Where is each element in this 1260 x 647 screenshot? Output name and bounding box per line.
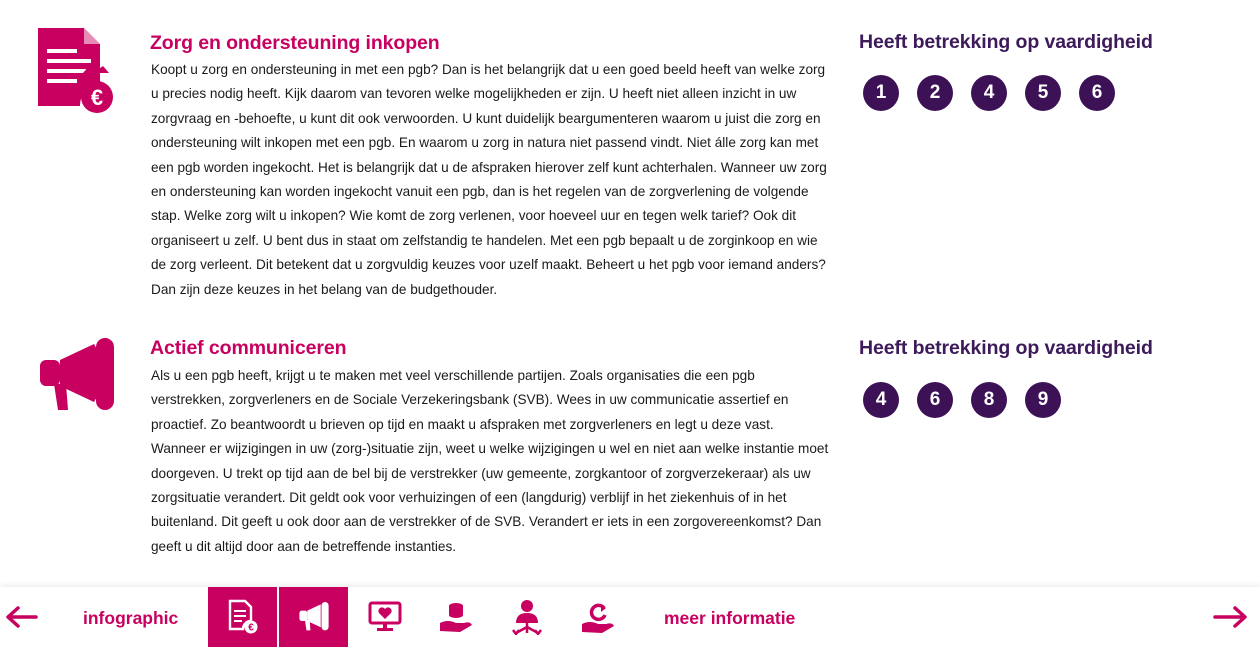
skills-list xyxy=(863,382,1061,418)
skill-badge-8[interactable]: 8 xyxy=(971,382,1007,418)
tab-hand-refresh[interactable] xyxy=(563,587,632,647)
section-body: Koopt u zorg en ondersteuning in met een pgb? Dan is het belangrijk dat u een goed beeld heeft van welke zorg u precies nodig heeft. Kijk daarom van tevoren welke mogelijkheden er zijn. U heeft niet alleen inzicht in uw zorgvraag en -behoefte, u kunt dit ook verwoorden. U kunt duidelijk beargumenteren waarom u juist die zorg en ondersteuning wilt inkopen met een pgb. En waarom u zorg in natura niet passend vindt. Niet álle zorg kan met een pgb worden ingekocht. Het is belangrijk dat u de afspraken hierover zelf kunt achterhalen. Wanneer uw zorg en ondersteuning kan worden ingekocht vanuit een pgb, dan is het regelen van de zorgverlening de volgende stap. Welke zorg wilt u inkopen? Wie komt de zorg verlenen, voor hoeveel uur en tegen welk tarief? Ook dit organiseert u zelf. U bent dus in staat om zelfstandig te handelen. Met een pgb bepaalt u de zorginkoop en wie de zorg verleent. Dit betekent dat u zorgvuldig keuzes voor uzelf maakt. Beheert u het pgb voor iemand anders? Dan zijn deze keuzes in het belang van de budgethouder. xyxy=(151,62,827,297)
tab-person-network[interactable] xyxy=(492,587,561,647)
skill-badge-1[interactable]: 1 xyxy=(863,75,899,111)
infographic-link[interactable]: infographic xyxy=(83,608,179,628)
skills-heading: Heeft betrekking op vaardigheid xyxy=(859,337,1153,359)
more-info-link[interactable]: meer informatie xyxy=(664,608,796,628)
skill-badge-4[interactable]: 4 xyxy=(971,75,1007,111)
tab-monitor-heart[interactable] xyxy=(350,587,419,647)
skill-badge-2[interactable]: 2 xyxy=(917,75,953,111)
hand-refresh-icon xyxy=(580,600,616,634)
svg-text:€: € xyxy=(90,85,104,110)
section-title: Zorg en ondersteuning inkopen xyxy=(150,32,440,54)
monitor-heart-icon xyxy=(368,601,402,633)
document-euro-icon xyxy=(36,27,116,117)
bottom-navigation xyxy=(0,587,1260,647)
skill-badge-6[interactable]: 6 xyxy=(917,382,953,418)
arrow-left-icon[interactable] xyxy=(4,604,38,630)
document-euro-icon xyxy=(227,599,259,635)
hand-coins-icon xyxy=(438,601,474,633)
skill-badge-9[interactable]: 9 xyxy=(1025,382,1061,418)
megaphone-icon xyxy=(297,602,331,632)
tab-zorg-inkopen[interactable] xyxy=(208,587,277,647)
arrow-right-icon[interactable] xyxy=(1213,604,1249,630)
skills-heading: Heeft betrekking op vaardigheid xyxy=(859,31,1153,53)
svg-text:€: € xyxy=(247,622,254,634)
tab-actief-communiceren[interactable] xyxy=(279,587,348,647)
tab-hand-coins[interactable] xyxy=(421,587,490,647)
skill-badge-5[interactable]: 5 xyxy=(1025,75,1061,111)
megaphone-icon xyxy=(36,338,118,414)
skills-list xyxy=(863,75,1115,111)
skill-badge-6[interactable]: 6 xyxy=(1079,75,1115,111)
section-title: Actief communiceren xyxy=(150,337,347,359)
section-body: Als u een pgb heeft, krijgt u te maken met veel verschillende partijen. Zoals organisaties die een pgb verstrekken, zorgverleners en de Sociale Verzekeringsbank (SVB). Wees in uw communicatie assertief en proactief. Zo beantwoordt u brieven op tijd en maakt u afspraken met zorgverleners en legt u deze vast. Wanneer er wijzigingen in uw (zorg-)situatie zijn, weet u welke wijzigingen u wel en niet aan welke instantie moet doorgeven. U trekt op tijd aan de bel bij de verstrekker (uw gemeente, zorgkantoor of zorgverzekeraar) als uw zorgsituatie verandert. Dit geldt ook voor verhuizingen of een (langdurig) verblijf in het ziekenhuis of in het buitenland. Dit geeft u ook door aan de verstrekker of de SVB. Verandert er iets in een zorgovereenkomst? Dan geeft u dit altijd door aan de betreffende instanties. xyxy=(151,368,829,554)
skill-badge-4[interactable]: 4 xyxy=(863,382,899,418)
person-network-icon xyxy=(510,599,544,635)
